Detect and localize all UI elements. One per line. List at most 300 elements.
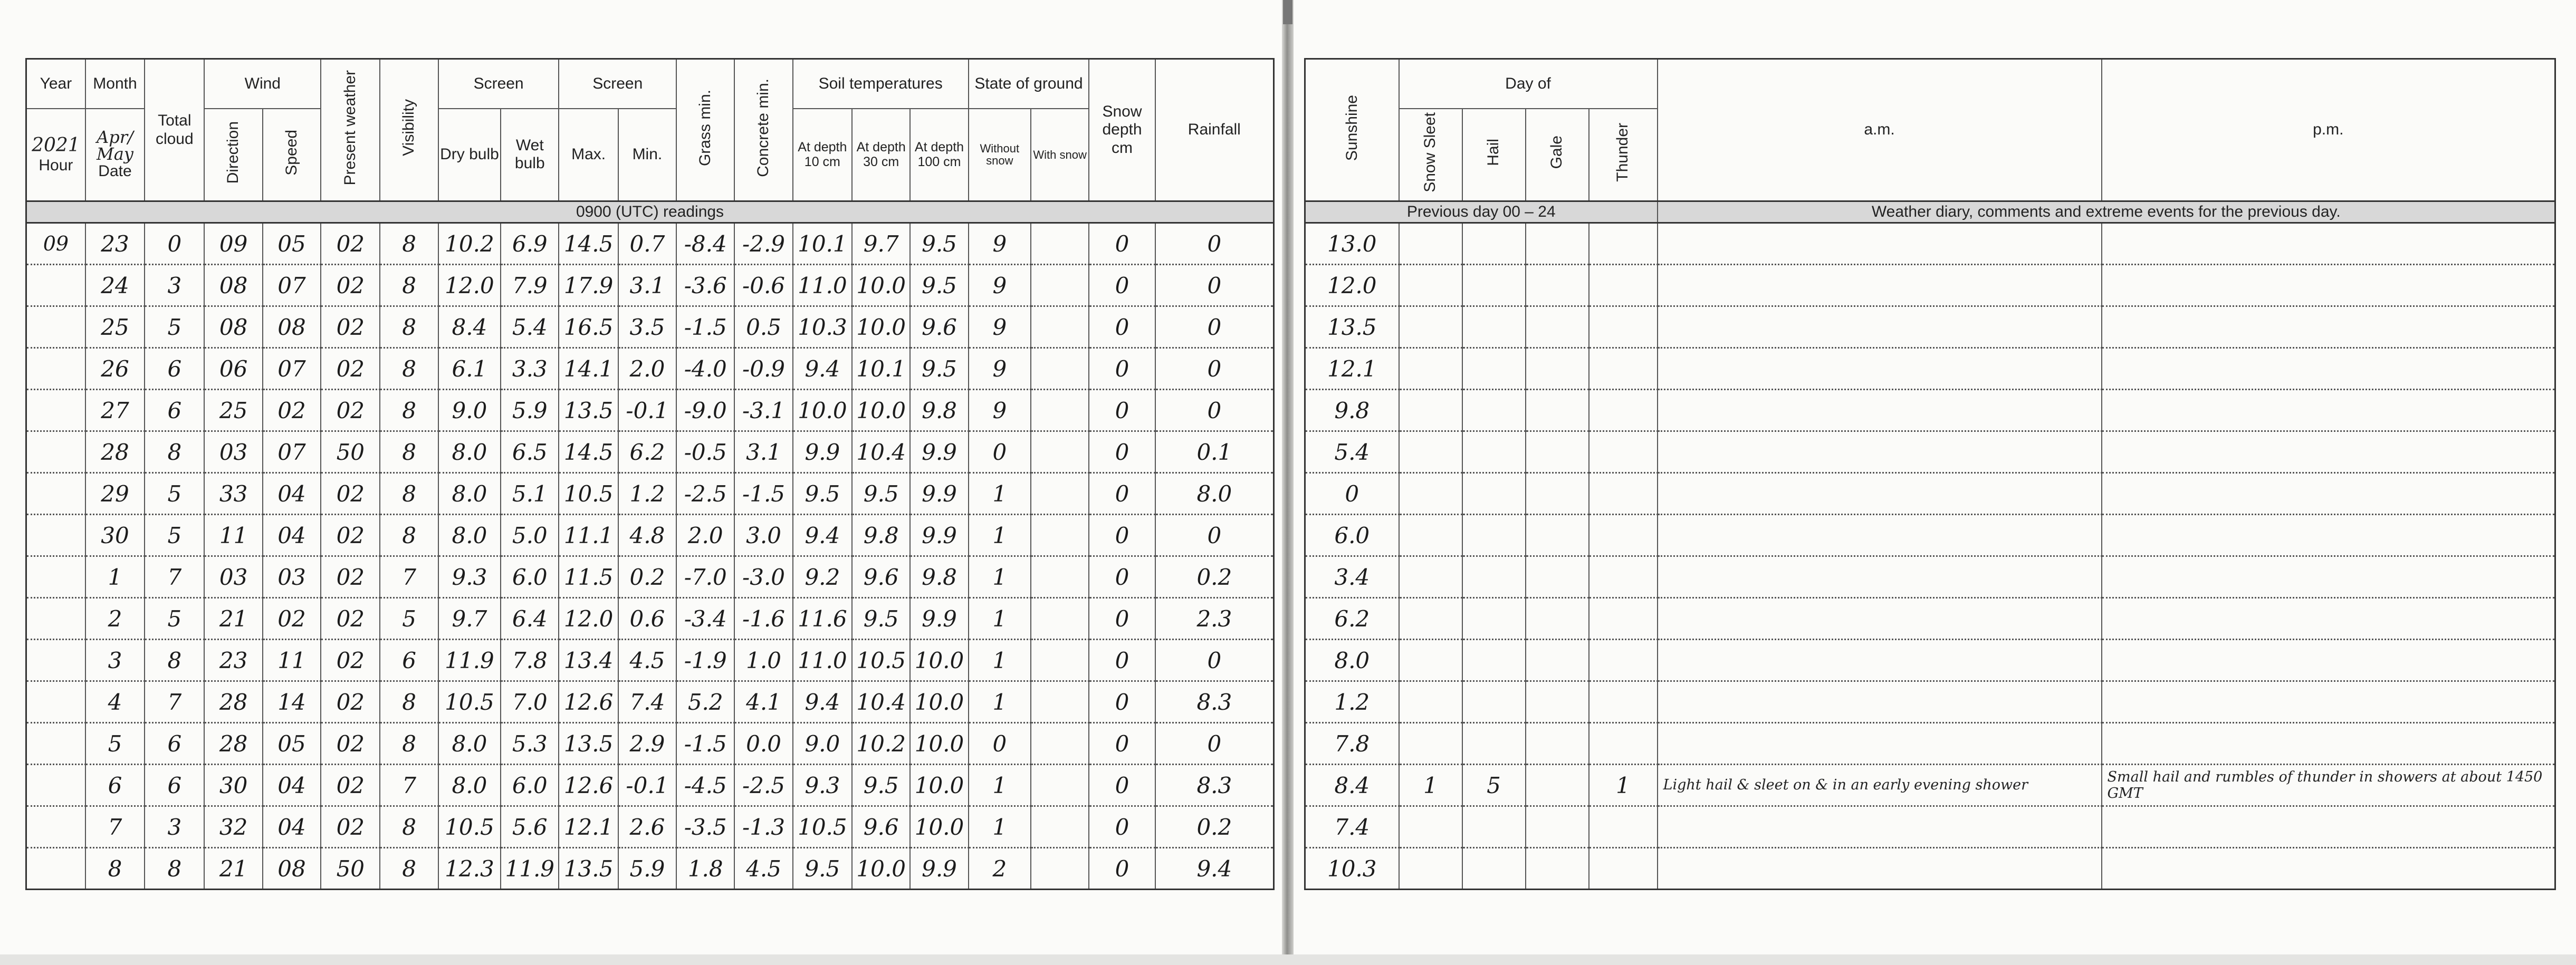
cell-grass[interactable]: -0.5	[676, 431, 734, 473]
cell-max[interactable]: 14.1	[559, 348, 618, 390]
cell-soil30[interactable]: 9.5	[852, 765, 910, 806]
cell-vis[interactable]: 7	[380, 556, 438, 598]
cell-snow-depth[interactable]: 0	[1089, 306, 1155, 348]
cell-dry[interactable]: 9.7	[438, 598, 501, 640]
cell-vis[interactable]: 7	[380, 765, 438, 806]
cell-snow-sleet[interactable]	[1399, 515, 1462, 556]
cell-without-snow[interactable]: 1	[969, 640, 1031, 681]
cell-with-snow[interactable]	[1031, 598, 1089, 640]
cell-pm[interactable]	[2102, 515, 2555, 556]
cell-thunder[interactable]	[1589, 223, 1658, 265]
cell-with-snow[interactable]	[1031, 556, 1089, 598]
cell-sunshine[interactable]: 8.0	[1305, 640, 1399, 681]
cell-dry[interactable]: 10.5	[438, 806, 501, 848]
cell-sunshine[interactable]: 9.8	[1305, 390, 1399, 431]
cell-without-snow[interactable]: 1	[969, 598, 1031, 640]
cell-soil10[interactable]: 9.0	[793, 723, 852, 765]
cell-min[interactable]: 3.1	[618, 265, 676, 306]
cell-soil10[interactable]: 11.6	[793, 598, 852, 640]
cell-vis[interactable]: 6	[380, 640, 438, 681]
cell-rain[interactable]: 8.3	[1155, 765, 1274, 806]
cell-sunshine[interactable]: 12.0	[1305, 265, 1399, 306]
cell-cloud[interactable]: 6	[145, 390, 204, 431]
cell-max[interactable]: 10.5	[559, 473, 618, 515]
cell-rain[interactable]: 0	[1155, 390, 1274, 431]
cell-wet[interactable]: 11.9	[501, 848, 559, 890]
cell-date[interactable]: 3	[85, 640, 145, 681]
cell-soil100[interactable]: 9.9	[910, 473, 968, 515]
cell-rain[interactable]: 8.0	[1155, 473, 1274, 515]
cell-min[interactable]: 5.9	[618, 848, 676, 890]
cell-cloud[interactable]: 8	[145, 431, 204, 473]
cell-cloud[interactable]: 7	[145, 556, 204, 598]
cell-without-snow[interactable]: 9	[969, 348, 1031, 390]
cell-without-snow[interactable]: 0	[969, 723, 1031, 765]
cell-soil30[interactable]: 10.1	[852, 348, 910, 390]
cell-dir[interactable]: 33	[204, 473, 262, 515]
cell-with-snow[interactable]	[1031, 640, 1089, 681]
cell-wet[interactable]: 5.0	[501, 515, 559, 556]
cell-rain[interactable]: 0.1	[1155, 431, 1274, 473]
cell-without-snow[interactable]: 1	[969, 556, 1031, 598]
cell-snow-sleet[interactable]	[1399, 390, 1462, 431]
cell-sunshine[interactable]: 1.2	[1305, 681, 1399, 723]
cell-concrete[interactable]: 3.1	[734, 431, 792, 473]
cell-snow-depth[interactable]: 0	[1089, 556, 1155, 598]
cell-soil30[interactable]: 10.4	[852, 431, 910, 473]
cell-sunshine[interactable]: 7.4	[1305, 806, 1399, 848]
cell-without-snow[interactable]: 9	[969, 306, 1031, 348]
cell-pm[interactable]	[2102, 473, 2555, 515]
cell-hail[interactable]	[1462, 515, 1526, 556]
cell-dry[interactable]: 11.9	[438, 640, 501, 681]
cell-dry[interactable]: 9.3	[438, 556, 501, 598]
cell-dry[interactable]: 8.0	[438, 515, 501, 556]
cell-speed[interactable]: 02	[263, 598, 321, 640]
cell-date[interactable]: 4	[85, 681, 145, 723]
cell-soil10[interactable]: 10.1	[793, 223, 852, 265]
cell-pm[interactable]	[2102, 848, 2555, 890]
cell-rain[interactable]: 0	[1155, 723, 1274, 765]
cell-with-snow[interactable]	[1031, 390, 1089, 431]
cell-dir[interactable]: 06	[204, 348, 262, 390]
cell-speed[interactable]: 04	[263, 473, 321, 515]
cell-soil10[interactable]: 10.5	[793, 806, 852, 848]
cell-wet[interactable]: 7.9	[501, 265, 559, 306]
cell-snow-depth[interactable]: 0	[1089, 723, 1155, 765]
cell-speed[interactable]: 04	[263, 806, 321, 848]
cell-pm[interactable]: Small hail and rumbles of thunder in showers at about 1450 GMT	[2102, 765, 2555, 806]
cell-wet[interactable]: 6.0	[501, 556, 559, 598]
cell-hour[interactable]	[26, 640, 85, 681]
cell-date[interactable]: 30	[85, 515, 145, 556]
cell-hour[interactable]: 09	[26, 223, 85, 265]
cell-am[interactable]	[1658, 806, 2102, 848]
cell-gale[interactable]	[1526, 598, 1589, 640]
cell-soil10[interactable]: 9.4	[793, 681, 852, 723]
cell-weather[interactable]: 02	[321, 765, 380, 806]
cell-rain[interactable]: 0.2	[1155, 806, 1274, 848]
cell-without-snow[interactable]: 9	[969, 223, 1031, 265]
cell-am[interactable]	[1658, 848, 2102, 890]
cell-soil100[interactable]: 10.0	[910, 681, 968, 723]
cell-snow-depth[interactable]: 0	[1089, 681, 1155, 723]
cell-gale[interactable]	[1526, 681, 1589, 723]
cell-min[interactable]: 2.6	[618, 806, 676, 848]
cell-speed[interactable]: 02	[263, 390, 321, 431]
cell-concrete[interactable]: -0.6	[734, 265, 792, 306]
cell-snow-sleet[interactable]	[1399, 431, 1462, 473]
cell-cloud[interactable]: 0	[145, 223, 204, 265]
cell-hour[interactable]	[26, 806, 85, 848]
cell-concrete[interactable]: 4.5	[734, 848, 792, 890]
cell-pm[interactable]	[2102, 681, 2555, 723]
cell-snow-sleet[interactable]	[1399, 556, 1462, 598]
cell-dir[interactable]: 08	[204, 265, 262, 306]
cell-max[interactable]: 12.6	[559, 681, 618, 723]
cell-snow-depth[interactable]: 0	[1089, 473, 1155, 515]
cell-max[interactable]: 14.5	[559, 431, 618, 473]
cell-max[interactable]: 13.5	[559, 390, 618, 431]
cell-soil30[interactable]: 10.5	[852, 640, 910, 681]
cell-am[interactable]	[1658, 473, 2102, 515]
cell-sunshine[interactable]: 3.4	[1305, 556, 1399, 598]
cell-date[interactable]: 29	[85, 473, 145, 515]
cell-max[interactable]: 16.5	[559, 306, 618, 348]
cell-with-snow[interactable]	[1031, 806, 1089, 848]
cell-weather[interactable]: 02	[321, 265, 380, 306]
cell-dry[interactable]: 12.0	[438, 265, 501, 306]
cell-wet[interactable]: 7.8	[501, 640, 559, 681]
cell-soil30[interactable]: 9.6	[852, 556, 910, 598]
cell-vis[interactable]: 8	[380, 473, 438, 515]
cell-snow-depth[interactable]: 0	[1089, 348, 1155, 390]
cell-soil100[interactable]: 9.5	[910, 265, 968, 306]
cell-dry[interactable]: 8.4	[438, 306, 501, 348]
cell-wet[interactable]: 6.4	[501, 598, 559, 640]
cell-cloud[interactable]: 8	[145, 848, 204, 890]
cell-cloud[interactable]: 5	[145, 598, 204, 640]
cell-concrete[interactable]: 0.5	[734, 306, 792, 348]
cell-snow-depth[interactable]: 0	[1089, 431, 1155, 473]
cell-thunder[interactable]	[1589, 640, 1658, 681]
cell-with-snow[interactable]	[1031, 681, 1089, 723]
cell-grass[interactable]: -1.9	[676, 640, 734, 681]
cell-thunder[interactable]	[1589, 515, 1658, 556]
cell-vis[interactable]: 8	[380, 348, 438, 390]
cell-dir[interactable]: 03	[204, 431, 262, 473]
cell-hail[interactable]: 5	[1462, 765, 1526, 806]
cell-thunder[interactable]	[1589, 681, 1658, 723]
cell-cloud[interactable]: 7	[145, 681, 204, 723]
cell-soil10[interactable]: 9.9	[793, 431, 852, 473]
cell-weather[interactable]: 02	[321, 681, 380, 723]
cell-dry[interactable]: 6.1	[438, 348, 501, 390]
cell-weather[interactable]: 02	[321, 723, 380, 765]
cell-dir[interactable]: 11	[204, 515, 262, 556]
cell-rain[interactable]: 0	[1155, 265, 1274, 306]
cell-snow-sleet[interactable]	[1399, 265, 1462, 306]
cell-soil30[interactable]: 10.0	[852, 306, 910, 348]
cell-sunshine[interactable]: 5.4	[1305, 431, 1399, 473]
cell-min[interactable]: -0.1	[618, 390, 676, 431]
cell-cloud[interactable]: 6	[145, 348, 204, 390]
cell-without-snow[interactable]: 0	[969, 431, 1031, 473]
cell-without-snow[interactable]: 2	[969, 848, 1031, 890]
cell-pm[interactable]	[2102, 390, 2555, 431]
cell-min[interactable]: 1.2	[618, 473, 676, 515]
cell-min[interactable]: 0.2	[618, 556, 676, 598]
cell-am[interactable]	[1658, 306, 2102, 348]
cell-pm[interactable]	[2102, 806, 2555, 848]
cell-am[interactable]	[1658, 348, 2102, 390]
cell-soil100[interactable]: 10.0	[910, 765, 968, 806]
cell-date[interactable]: 27	[85, 390, 145, 431]
cell-dir[interactable]: 21	[204, 848, 262, 890]
cell-with-snow[interactable]	[1031, 515, 1089, 556]
cell-gale[interactable]	[1526, 265, 1589, 306]
cell-rain[interactable]: 0	[1155, 640, 1274, 681]
cell-hail[interactable]	[1462, 473, 1526, 515]
cell-speed[interactable]: 11	[263, 640, 321, 681]
cell-gale[interactable]	[1526, 806, 1589, 848]
cell-snow-sleet[interactable]	[1399, 473, 1462, 515]
cell-cloud[interactable]: 5	[145, 473, 204, 515]
cell-rain[interactable]: 8.3	[1155, 681, 1274, 723]
cell-with-snow[interactable]	[1031, 431, 1089, 473]
cell-hail[interactable]	[1462, 223, 1526, 265]
cell-concrete[interactable]: -1.3	[734, 806, 792, 848]
cell-pm[interactable]	[2102, 598, 2555, 640]
cell-min[interactable]: 6.2	[618, 431, 676, 473]
cell-date[interactable]: 2	[85, 598, 145, 640]
cell-max[interactable]: 12.6	[559, 765, 618, 806]
cell-max[interactable]: 12.1	[559, 806, 618, 848]
cell-hail[interactable]	[1462, 598, 1526, 640]
cell-wet[interactable]: 5.9	[501, 390, 559, 431]
cell-wet[interactable]: 6.9	[501, 223, 559, 265]
cell-speed[interactable]: 08	[263, 848, 321, 890]
cell-soil100[interactable]: 9.9	[910, 598, 968, 640]
cell-concrete[interactable]: 1.0	[734, 640, 792, 681]
cell-date[interactable]: 23	[85, 223, 145, 265]
cell-dry[interactable]: 10.5	[438, 681, 501, 723]
cell-sunshine[interactable]: 6.2	[1305, 598, 1399, 640]
cell-weather[interactable]: 02	[321, 348, 380, 390]
cell-without-snow[interactable]: 1	[969, 765, 1031, 806]
cell-soil30[interactable]: 9.6	[852, 806, 910, 848]
cell-without-snow[interactable]: 1	[969, 515, 1031, 556]
cell-gale[interactable]	[1526, 765, 1589, 806]
cell-soil100[interactable]: 9.8	[910, 390, 968, 431]
cell-snow-sleet[interactable]: 1	[1399, 765, 1462, 806]
cell-concrete[interactable]: -1.6	[734, 598, 792, 640]
cell-without-snow[interactable]: 9	[969, 265, 1031, 306]
cell-hour[interactable]	[26, 390, 85, 431]
cell-rain[interactable]: 0.2	[1155, 556, 1274, 598]
cell-pm[interactable]	[2102, 431, 2555, 473]
cell-dir[interactable]: 32	[204, 806, 262, 848]
cell-pm[interactable]	[2102, 348, 2555, 390]
cell-wet[interactable]: 5.3	[501, 723, 559, 765]
cell-date[interactable]: 1	[85, 556, 145, 598]
cell-cloud[interactable]: 8	[145, 640, 204, 681]
cell-am[interactable]	[1658, 223, 2102, 265]
cell-speed[interactable]: 07	[263, 431, 321, 473]
cell-hail[interactable]	[1462, 723, 1526, 765]
cell-grass[interactable]: -1.5	[676, 306, 734, 348]
cell-gale[interactable]	[1526, 848, 1589, 890]
cell-hour[interactable]	[26, 765, 85, 806]
cell-thunder[interactable]	[1589, 556, 1658, 598]
cell-without-snow[interactable]: 1	[969, 681, 1031, 723]
cell-snow-sleet[interactable]	[1399, 640, 1462, 681]
cell-dir[interactable]: 03	[204, 556, 262, 598]
cell-snow-sleet[interactable]	[1399, 723, 1462, 765]
cell-rain[interactable]: 0	[1155, 515, 1274, 556]
cell-min[interactable]: 0.6	[618, 598, 676, 640]
cell-am[interactable]	[1658, 723, 2102, 765]
cell-with-snow[interactable]	[1031, 348, 1089, 390]
cell-weather[interactable]: 02	[321, 473, 380, 515]
cell-snow-depth[interactable]: 0	[1089, 515, 1155, 556]
cell-speed[interactable]: 07	[263, 265, 321, 306]
cell-hail[interactable]	[1462, 348, 1526, 390]
cell-soil10[interactable]: 11.0	[793, 640, 852, 681]
cell-max[interactable]: 12.0	[559, 598, 618, 640]
cell-snow-depth[interactable]: 0	[1089, 765, 1155, 806]
cell-snow-sleet[interactable]	[1399, 223, 1462, 265]
cell-soil100[interactable]: 9.5	[910, 348, 968, 390]
cell-vis[interactable]: 8	[380, 431, 438, 473]
cell-soil30[interactable]: 9.8	[852, 515, 910, 556]
cell-grass[interactable]: -3.4	[676, 598, 734, 640]
cell-hour[interactable]	[26, 348, 85, 390]
cell-soil10[interactable]: 9.5	[793, 473, 852, 515]
cell-sunshine[interactable]: 6.0	[1305, 515, 1399, 556]
cell-pm[interactable]	[2102, 306, 2555, 348]
cell-max[interactable]: 14.5	[559, 223, 618, 265]
cell-cloud[interactable]: 6	[145, 723, 204, 765]
cell-min[interactable]: 2.9	[618, 723, 676, 765]
cell-thunder[interactable]: 1	[1589, 765, 1658, 806]
cell-grass[interactable]: -2.5	[676, 473, 734, 515]
cell-dry[interactable]: 10.2	[438, 223, 501, 265]
cell-min[interactable]: 3.5	[618, 306, 676, 348]
cell-pm[interactable]	[2102, 556, 2555, 598]
cell-soil100[interactable]: 9.8	[910, 556, 968, 598]
cell-sunshine[interactable]: 13.5	[1305, 306, 1399, 348]
cell-grass[interactable]: -9.0	[676, 390, 734, 431]
cell-min[interactable]: 4.8	[618, 515, 676, 556]
cell-max[interactable]: 11.1	[559, 515, 618, 556]
cell-weather[interactable]: 02	[321, 390, 380, 431]
cell-speed[interactable]: 04	[263, 765, 321, 806]
cell-am[interactable]	[1658, 515, 2102, 556]
cell-soil30[interactable]: 9.5	[852, 598, 910, 640]
cell-gale[interactable]	[1526, 640, 1589, 681]
cell-snow-sleet[interactable]	[1399, 848, 1462, 890]
cell-thunder[interactable]	[1589, 431, 1658, 473]
cell-concrete[interactable]: 4.1	[734, 681, 792, 723]
cell-snow-depth[interactable]: 0	[1089, 848, 1155, 890]
cell-vis[interactable]: 8	[380, 390, 438, 431]
cell-gale[interactable]	[1526, 431, 1589, 473]
cell-concrete[interactable]: -2.9	[734, 223, 792, 265]
cell-vis[interactable]: 8	[380, 265, 438, 306]
cell-soil100[interactable]: 10.0	[910, 806, 968, 848]
cell-soil30[interactable]: 10.0	[852, 848, 910, 890]
cell-am[interactable]	[1658, 431, 2102, 473]
cell-vis[interactable]: 8	[380, 848, 438, 890]
cell-concrete[interactable]: -2.5	[734, 765, 792, 806]
cell-hail[interactable]	[1462, 556, 1526, 598]
cell-snow-depth[interactable]: 0	[1089, 223, 1155, 265]
cell-thunder[interactable]	[1589, 598, 1658, 640]
cell-wet[interactable]: 3.3	[501, 348, 559, 390]
cell-weather[interactable]: 02	[321, 223, 380, 265]
cell-am[interactable]	[1658, 681, 2102, 723]
cell-wet[interactable]: 5.6	[501, 806, 559, 848]
cell-gale[interactable]	[1526, 223, 1589, 265]
cell-snow-depth[interactable]: 0	[1089, 265, 1155, 306]
cell-thunder[interactable]	[1589, 348, 1658, 390]
cell-rain[interactable]: 2.3	[1155, 598, 1274, 640]
cell-with-snow[interactable]	[1031, 723, 1089, 765]
cell-max[interactable]: 13.4	[559, 640, 618, 681]
cell-weather[interactable]: 02	[321, 806, 380, 848]
cell-concrete[interactable]: 0.0	[734, 723, 792, 765]
cell-rain[interactable]: 0	[1155, 348, 1274, 390]
cell-vis[interactable]: 8	[380, 806, 438, 848]
cell-soil10[interactable]: 9.5	[793, 848, 852, 890]
cell-weather[interactable]: 02	[321, 515, 380, 556]
cell-hail[interactable]	[1462, 681, 1526, 723]
cell-speed[interactable]: 04	[263, 515, 321, 556]
cell-hour[interactable]	[26, 265, 85, 306]
cell-hail[interactable]	[1462, 431, 1526, 473]
cell-soil100[interactable]: 9.9	[910, 431, 968, 473]
cell-dir[interactable]: 28	[204, 681, 262, 723]
cell-weather[interactable]: 02	[321, 598, 380, 640]
cell-dry[interactable]: 9.0	[438, 390, 501, 431]
cell-dir[interactable]: 21	[204, 598, 262, 640]
cell-with-snow[interactable]	[1031, 306, 1089, 348]
cell-weather[interactable]: 50	[321, 431, 380, 473]
cell-am[interactable]	[1658, 556, 2102, 598]
cell-am[interactable]	[1658, 390, 2102, 431]
cell-snow-sleet[interactable]	[1399, 806, 1462, 848]
cell-rain[interactable]: 0	[1155, 223, 1274, 265]
cell-max[interactable]: 13.5	[559, 723, 618, 765]
cell-soil10[interactable]: 9.3	[793, 765, 852, 806]
cell-dry[interactable]: 8.0	[438, 431, 501, 473]
cell-vis[interactable]: 5	[380, 598, 438, 640]
cell-sunshine[interactable]: 10.3	[1305, 848, 1399, 890]
cell-vis[interactable]: 8	[380, 223, 438, 265]
cell-hour[interactable]	[26, 515, 85, 556]
cell-sunshine[interactable]: 7.8	[1305, 723, 1399, 765]
cell-soil30[interactable]: 10.2	[852, 723, 910, 765]
cell-soil10[interactable]: 9.2	[793, 556, 852, 598]
cell-hour[interactable]	[26, 473, 85, 515]
cell-grass[interactable]: -7.0	[676, 556, 734, 598]
cell-hail[interactable]	[1462, 848, 1526, 890]
cell-gale[interactable]	[1526, 556, 1589, 598]
cell-without-snow[interactable]: 1	[969, 473, 1031, 515]
cell-wet[interactable]: 6.5	[501, 431, 559, 473]
cell-speed[interactable]: 05	[263, 223, 321, 265]
